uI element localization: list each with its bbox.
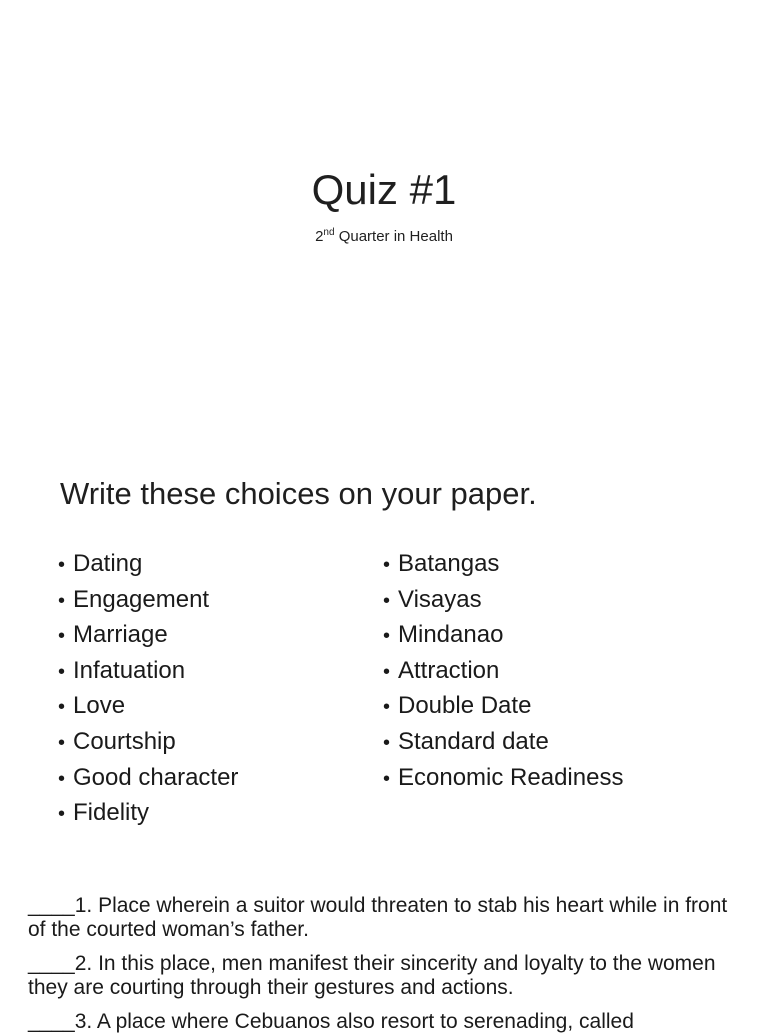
choice-item — [383, 617, 623, 653]
choice-label: Fidelity — [73, 799, 150, 827]
choice-label: Double Date — [398, 692, 532, 720]
questions-slide — [0, 864, 768, 1033]
bullet-icon: • — [58, 767, 66, 790]
choice-item — [383, 760, 623, 796]
bullet-icon: • — [58, 554, 66, 576]
quiz-title: Quiz #1 — [311, 166, 457, 213]
choices-heading: Write these choices on your paper. — [60, 476, 537, 511]
question-2: ____2. In this place, men manifest their sincerity and loyalty to the women they are courting through their gestures and actions. — [28, 952, 716, 999]
choice-item — [58, 582, 238, 618]
choice-item — [383, 582, 623, 618]
question-1: ____1. Place wherein a suitor would threaten to stab his heart while in front of the courted woman’s father. — [28, 894, 728, 941]
bullet-icon: • — [383, 731, 391, 754]
choice-label: Love — [73, 692, 126, 720]
choice-label: Standard date — [398, 727, 549, 755]
bullet-icon: • — [383, 660, 391, 683]
bullet-icon: • — [383, 554, 391, 576]
choice-item — [58, 653, 238, 689]
bullet-icon: • — [58, 696, 66, 719]
choice-label: Infatuation — [73, 656, 186, 684]
choice-label: Engagement — [73, 585, 210, 613]
choice-label: Batangas — [398, 550, 500, 577]
choice-item — [58, 724, 238, 760]
bullet-icon: • — [383, 589, 391, 612]
choice-item — [383, 546, 623, 582]
choice-label: Mindanao — [398, 621, 504, 649]
choice-item — [58, 617, 238, 653]
bullet-icon: • — [58, 731, 66, 754]
choice-label: Attraction — [398, 656, 500, 684]
choice-item — [58, 688, 238, 724]
choice-label: Economic Readiness — [398, 763, 624, 791]
bullet-icon: • — [383, 625, 391, 648]
choice-item — [58, 546, 238, 582]
bullet-icon: • — [383, 696, 391, 719]
quiz-subtitle — [0, 228, 768, 245]
choice-item — [58, 795, 238, 831]
bullet-icon: • — [383, 767, 391, 790]
question-3: ____3. A place where Cebuanos also resort to serenading, called — [28, 1010, 634, 1033]
bullet-icon: • — [58, 589, 66, 612]
subtitle-ordinal-suffix: nd — [323, 227, 335, 238]
bullet-icon: • — [58, 803, 66, 826]
choice-item — [58, 760, 238, 796]
choice-item — [383, 724, 623, 760]
bullet-icon: • — [58, 625, 66, 648]
choice-label: Marriage — [73, 621, 168, 649]
choice-item — [383, 653, 623, 689]
choice-item — [383, 688, 623, 724]
subtitle-text: Quarter in Health — [334, 228, 453, 245]
bullet-icon: • — [58, 660, 66, 683]
title-slide — [0, 0, 768, 432]
subtitle-ordinal: 2 — [315, 228, 324, 245]
choices-list-left — [58, 546, 238, 831]
choices-list-right — [383, 546, 623, 795]
choice-label: Dating — [73, 550, 143, 577]
choice-label: Good character — [73, 763, 239, 791]
choice-label: Courtship — [73, 727, 176, 755]
choice-label: Visayas — [398, 585, 482, 613]
choices-slide — [0, 432, 768, 864]
